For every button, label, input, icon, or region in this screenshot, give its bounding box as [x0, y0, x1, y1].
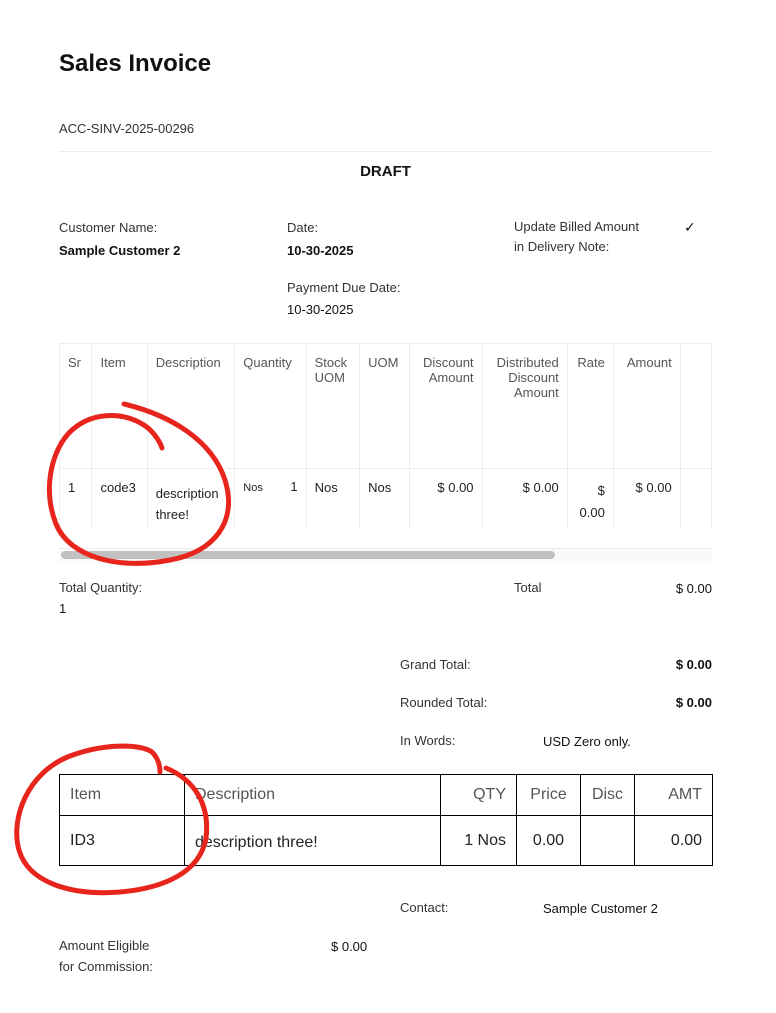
rounded-total-label: Rounded Total: — [400, 695, 488, 710]
customer-name-value: Sample Customer 2 — [59, 243, 181, 258]
grand-total-label: Grand Total: — [400, 657, 471, 672]
invoice-number: ACC-SINV-2025-00296 — [59, 121, 195, 136]
cell-rate — [567, 469, 613, 529]
cell-sr: 1 — [60, 469, 92, 529]
cell-uom: Nos — [360, 469, 410, 529]
cell-description — [147, 469, 235, 529]
contact-label: Contact: — [400, 900, 449, 915]
cell-description-line2: three! — [155, 507, 189, 522]
divider — [59, 151, 712, 152]
print-col-price: Price — [517, 775, 581, 816]
col-header-stock-uom-line1: Stock — [314, 355, 348, 370]
col-header-quantity: Quantity — [235, 344, 306, 469]
col-header-rate: Rate — [567, 344, 613, 469]
col-header-distributed-discount — [482, 344, 567, 469]
col-header-uom: UOM — [360, 344, 410, 469]
col-header-discount-line2: Amount — [428, 370, 474, 385]
due-date-value: 10-30-2025 — [287, 302, 354, 317]
in-words-value: USD Zero only. — [543, 734, 631, 749]
cell-quantity — [235, 469, 306, 529]
cell-discount-amount: $ 0.00 — [410, 469, 482, 529]
print-col-disc: Disc — [581, 775, 635, 816]
date-label: Date: — [287, 220, 319, 235]
col-header-discount-amount — [410, 344, 482, 469]
col-header-amount: Amount — [613, 344, 680, 469]
cell-rate-line2: 0.00 — [579, 505, 605, 520]
print-cell-qty: 1 Nos — [441, 816, 517, 866]
commission-label-line1: Amount Eligible — [59, 938, 150, 953]
col-header-dist-line1: Distributed — [496, 355, 559, 370]
print-col-item: Item — [60, 775, 185, 816]
col-header-sr: Sr — [60, 344, 92, 469]
check-icon: ✓ — [684, 219, 696, 235]
status-badge: DRAFT — [360, 163, 411, 180]
total-quantity-label: Total Quantity: — [59, 580, 143, 595]
update-billed-label-line2: in Delivery Note: — [514, 239, 610, 254]
print-cell-description: description three! — [185, 816, 441, 866]
total-value: $ 0.00 — [675, 581, 712, 596]
contact-value: Sample Customer 2 — [543, 901, 658, 916]
col-header-stock-uom-line2: UOM — [314, 370, 345, 385]
print-cell-amt: 0.00 — [635, 816, 713, 866]
in-words-label: In Words: — [400, 733, 456, 748]
col-header-dist-line3: Amount — [513, 385, 559, 400]
rounded-total-value: $ 0.00 — [675, 695, 712, 710]
cell-amount: $ 0.00 — [613, 469, 680, 529]
update-billed-label-line1: Update Billed Amount — [514, 219, 640, 234]
col-header-description: Description — [147, 344, 235, 469]
scrollbar-thumb[interactable] — [61, 551, 555, 559]
commission-value: $ 0.00 — [331, 939, 368, 954]
cell-stock-uom: Nos — [306, 469, 360, 529]
cell-quantity-uom: Nos — [243, 482, 263, 494]
print-cell-disc — [581, 816, 635, 866]
print-col-qty: QTY — [441, 775, 517, 816]
customer-name-label: Customer Name: — [59, 220, 158, 235]
table-row — [60, 816, 713, 866]
print-col-description: Description — [185, 775, 441, 816]
grand-total-value: $ 0.00 — [675, 657, 712, 672]
col-header-item: Item — [92, 344, 147, 469]
col-header-extra — [680, 344, 711, 469]
cell-quantity-value: 1 — [290, 479, 298, 494]
col-header-dist-line2: Discount — [508, 370, 559, 385]
cell-item: code3 — [92, 469, 147, 529]
print-col-amt: AMT — [635, 775, 713, 816]
col-header-discount-line1: Discount — [422, 355, 474, 370]
commission-label-line2: for Commission: — [59, 959, 153, 974]
due-date-label: Payment Due Date: — [287, 280, 401, 295]
print-cell-item: ID3 — [60, 816, 185, 866]
cell-distributed-discount: $ 0.00 — [482, 469, 567, 529]
cell-rate-line1: $ — [597, 483, 605, 498]
total-quantity-value: 1 — [59, 601, 67, 616]
print-cell-price: 0.00 — [517, 816, 581, 866]
cell-description-line1: description — [155, 486, 219, 501]
print-items-table — [59, 774, 713, 866]
total-label: Total — [514, 580, 542, 595]
col-header-stock-uom — [306, 344, 360, 469]
table-row — [60, 469, 712, 529]
page-title: Sales Invoice — [59, 50, 212, 77]
items-grid — [59, 343, 712, 528]
cell-extra — [680, 469, 711, 529]
date-value: 10-30-2025 — [287, 243, 354, 258]
